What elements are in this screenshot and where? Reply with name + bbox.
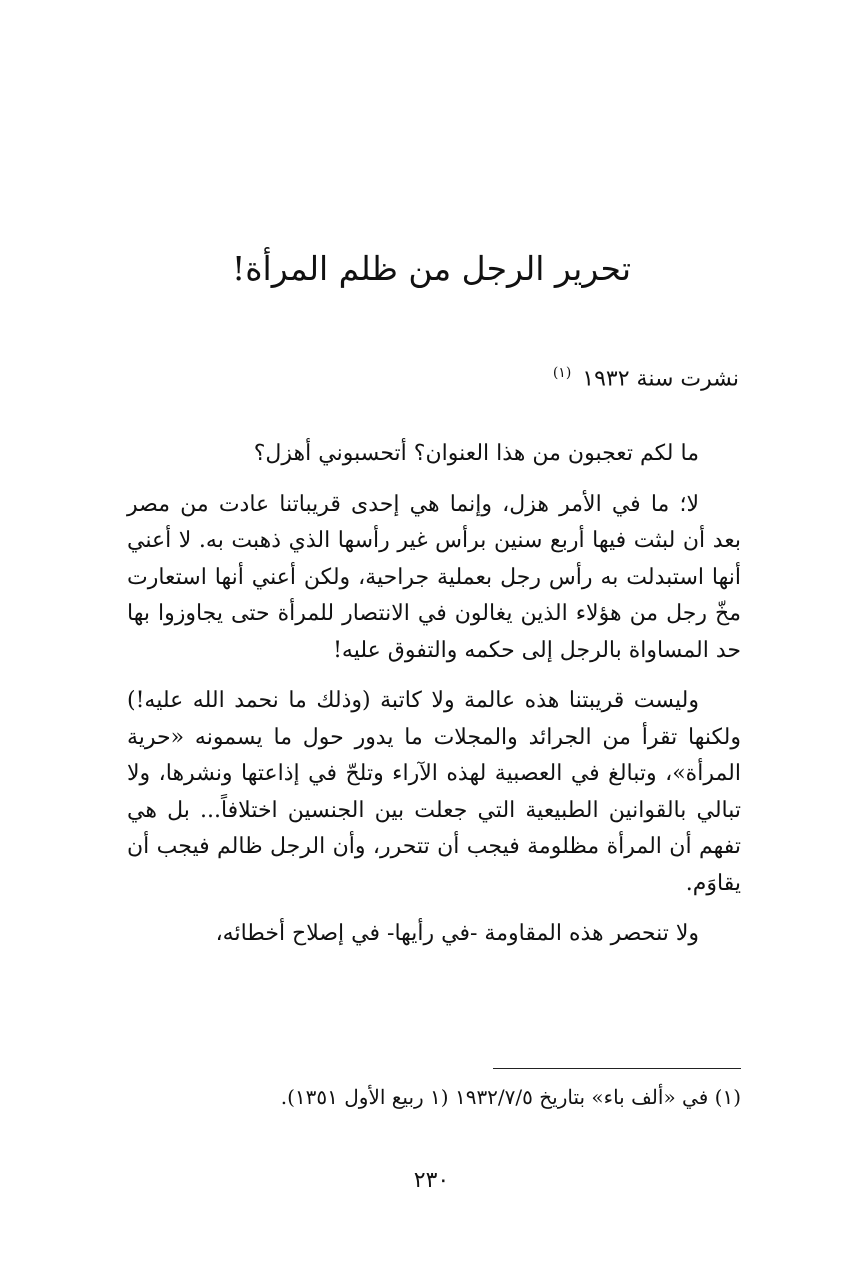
footnote-marker: (١) — [552, 365, 572, 381]
paragraph: لا؛ ما في الأمر هزل، وإنما هي إحدى قريباتنا عادت من مصر بعد أن لبثت فيها أربع سنين برأس غير رأسها الذي ذهبت به. لا أعني أنها استبدلت به رأس رجل بعملية جراحية، ولكن أعني أنها استعارت مخّ رجل من هؤلاء الذين يغالون في الانتصار للمرأة حتى يجاوزوا بها حد المساواة بالرجل إلى حكمه والتفوق عليه! — [127, 491, 741, 663]
page-number: ٢٣٠ — [413, 1168, 450, 1193]
body-text — [127, 436, 741, 967]
footnote-divider — [493, 1068, 741, 1069]
chapter-title: تحرير الرجل من ظلم المرأة! — [231, 249, 632, 288]
paragraph: وليست قريبتنا هذه عالمة ولا كاتبة (وذلك ما نحمد الله عليه!) ولكنها تقرأ من الجرائد والمجلات ما يدور حول ما يسمونه «حرية المرأة»، وتبالغ في العصبية لهذه الآراء وتلحّ في إذاعتها ونشرها، ولا تبالي بالقوانين الطبيعية التي جعلت بين الجنسين اختلافاً... بل هي تفهم أن المرأة مظلومة فيجب أن تتحرر، وأن الرجل ظالم فيجب أن يقاوَم. — [127, 688, 741, 896]
footnote: (١) في «ألف باء» بتاريخ ١٩٣٢/٧/٥ (١ ربيع الأول ١٣٥١). — [280, 1085, 741, 1109]
paragraph: ما لكم تعجبون من هذا العنوان؟ أتحسبوني أهزل؟ — [253, 441, 699, 466]
publication-note — [553, 364, 739, 395]
paragraph: ولا تنحصر هذه المقاومة -في رأيها- في إصلاح أخطائه، — [215, 921, 699, 946]
publication-date: نشرت سنة ١٩٣٢ — [582, 366, 739, 392]
